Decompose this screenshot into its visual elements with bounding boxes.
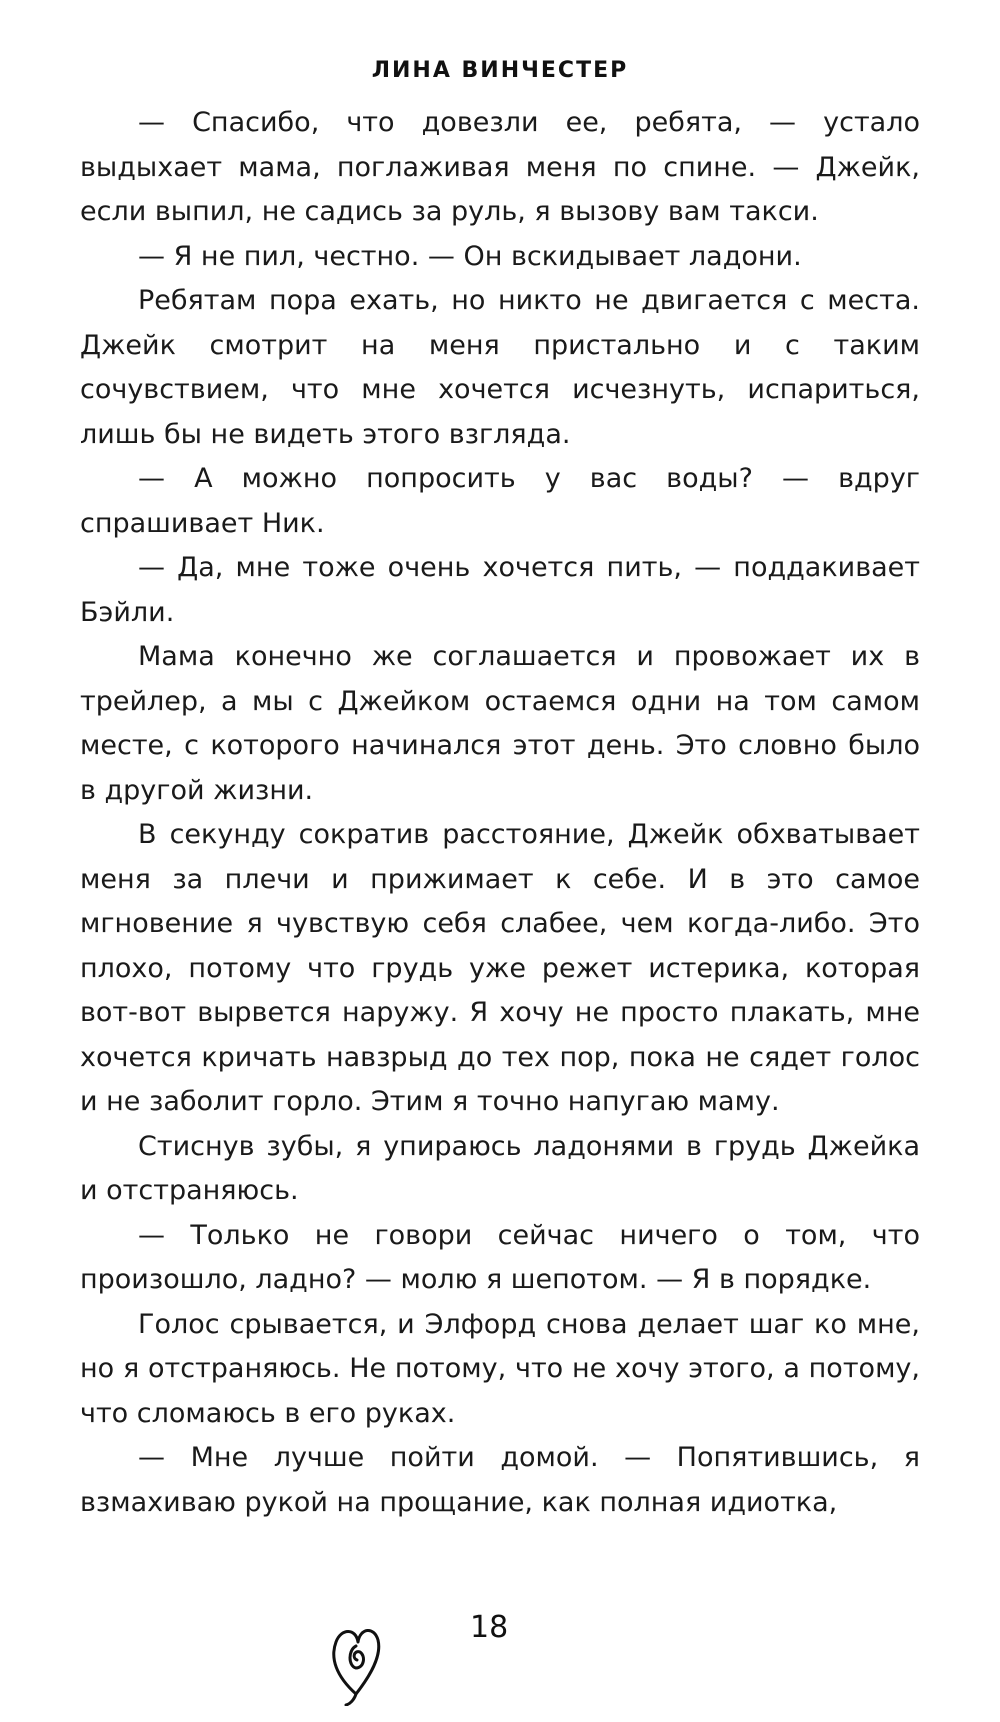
body-text (80, 101, 920, 1525)
paragraph: — Спасибо, что довезли ее, ребята, — устало выдыхает мама, поглаживая меня по спине. — Джейк, если выпил, не садись за руль, я вызову вам такси. (80, 107, 920, 227)
paragraph: — Да, мне тоже очень хочется пить, — поддакивает Бэйли. (80, 552, 920, 628)
paragraph: — Я не пил, честно. — Он вскидывает ладони. (138, 240, 802, 272)
paragraph: — Мне лучше пойти домой. — Попятившись, я взмахиваю рукой на прощание, как полная идиотка, (80, 1442, 920, 1518)
paragraph: Стиснув зубы, я упираюсь ладонями в грудь Джейка и отстраняюсь. (80, 1130, 920, 1206)
running-header-author: ЛИНА ВИНЧЕСТЕР (371, 58, 629, 83)
paragraph: Ребятам пора ехать, но никто не двигается с места. Джейк смотрит на меня пристально и с таким сочувствием, что мне хочется исчезнуть, испариться, лишь бы не видеть этого взгляда. (80, 285, 920, 450)
paragraph: — Только не говори сейчас ничего о том, что произошло, ладно? — молю я шепотом. — Я в порядке. (80, 1219, 920, 1295)
page-footer (0, 1606, 1000, 1706)
heart-swirl-ornament-icon (326, 1606, 386, 1706)
book-page (80, 58, 920, 1525)
paragraph: В секунду сократив расстояние, Джейк обхватывает меня за плечи и прижимает к себе. И в это самое мгновение я чувствую себя слабее, чем когда-либо. Это плохо, потому что грудь уже режет истерика, которая вот-вот вырвется наружу. Я хочу не просто плакать, мне хочется кричать навзрыд до тех пор, пока не сядет голос и не заболит горло. Этим я точно напугаю маму. (80, 819, 920, 1117)
paragraph: Мама конечно же соглашается и провожает их в трейлер, а мы с Джейком остаемся одни на том самом месте, с которого начинался этот день. Это словно было в другой жизни. (80, 641, 920, 806)
paragraph: Голос срывается, и Элфорд снова делает шаг ко мне, но я отстраняюсь. Не потому, что не хочу этого, а потому, что сломаюсь в его руках. (80, 1308, 920, 1429)
page-number: 18 (470, 1610, 509, 1645)
paragraph: — А можно попросить у вас воды? — вдруг спрашивает Ник. (80, 463, 920, 539)
